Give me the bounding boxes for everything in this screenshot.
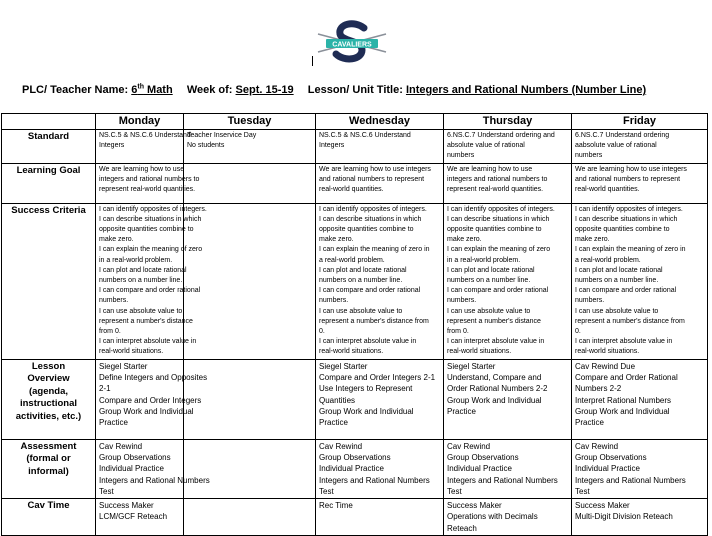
cell-line: Compare and Order Rational xyxy=(575,372,678,382)
cell-line: Define Integers and Opposites xyxy=(99,372,208,382)
cell-line: Individual Practice xyxy=(319,464,384,474)
cell-line: We are learning how to use integers xyxy=(575,165,687,173)
row-cav-time xyxy=(2,499,708,536)
day-header-thursday: Thursday xyxy=(444,114,572,130)
cell-line: I can plot and locate rational xyxy=(99,266,187,274)
cell-line: I can use absolute value to xyxy=(319,307,403,315)
cell-line: Numbers 2-2 xyxy=(575,384,622,394)
cell-standard-friday xyxy=(572,130,708,164)
cell-lesson-overview-monday xyxy=(96,359,208,439)
cell-line: I can describe situations in which xyxy=(575,215,678,223)
cell-line: We are learning how to use xyxy=(99,165,185,173)
cell-line: Rec Time xyxy=(319,501,353,511)
row-label-line: Standard xyxy=(27,131,70,142)
cell-line: real-world quantities. xyxy=(319,186,384,194)
cell-line: Quantities xyxy=(319,395,356,405)
subject: Math xyxy=(143,84,173,96)
cell-line: Practice xyxy=(575,418,604,428)
cell-line: Siegel Starter xyxy=(447,361,496,371)
cavaliers-logo-icon xyxy=(312,22,392,66)
cell-line: Group Work and Individual xyxy=(319,406,414,416)
cell-line: in a real-world problem. xyxy=(99,256,173,264)
cell-line: numbers on a number line. xyxy=(319,277,403,285)
cell-line: Success Maker xyxy=(99,501,154,511)
cell-line: Cav Rewind xyxy=(99,441,143,451)
cell-line: We are learning how to use integers xyxy=(319,165,431,173)
cell-line: Practice xyxy=(447,406,476,416)
cell-line: I can identify opposites of integers. xyxy=(447,205,555,213)
cell-line: Individual Practice xyxy=(99,464,164,474)
cell-assessment-friday xyxy=(572,439,708,498)
cell-line: I can compare and order rational xyxy=(575,287,677,295)
cell-line: Success Maker xyxy=(447,501,502,511)
cell-line: make zero. xyxy=(99,236,134,244)
cell-line: I can describe situations in which xyxy=(319,215,422,223)
cell-line: Integers and Rational Numbers xyxy=(99,475,210,485)
cell-line: in a real-world problem. xyxy=(447,256,521,264)
cell-line: I can use absolute value to xyxy=(575,307,659,315)
teacher-name xyxy=(131,84,172,96)
cell-line: represent a number's distance from xyxy=(575,317,685,325)
day-header-friday: Friday xyxy=(572,114,708,130)
cell-line: Teacher Inservice Day xyxy=(187,132,257,139)
cell-line: I can interpret absolute value in xyxy=(319,338,417,346)
week-value: Sept. 15-19 xyxy=(235,84,294,96)
cell-line: and rational numbers to represent xyxy=(319,175,425,183)
cell-line: I can compare and order rational xyxy=(99,287,201,295)
cell-learning-goal-thursday xyxy=(444,163,572,203)
row-lesson-overview xyxy=(2,359,708,439)
cell-line: real-world quantities. xyxy=(575,186,640,194)
row-label-line: informal) xyxy=(28,465,69,477)
row-label-line: (formal or xyxy=(26,453,71,465)
school-logo xyxy=(312,22,392,66)
row-label-standard xyxy=(2,130,96,164)
cell-line: Cav Rewind xyxy=(319,441,363,451)
cell-line: absolute value of rational xyxy=(447,142,525,150)
cell-line: I can explain the meaning of zero in xyxy=(575,246,686,254)
cell-cav-time-tuesday xyxy=(184,499,316,536)
cell-line: Use Integers to Represent xyxy=(319,384,413,394)
cell-line: Cav Rewind Due xyxy=(575,361,636,371)
row-label-line: Lesson xyxy=(31,360,66,372)
cell-line: Siegel Starter xyxy=(319,361,368,371)
row-label-lesson-overview xyxy=(2,359,96,439)
cell-line: make zero. xyxy=(319,236,354,244)
row-label-line: (agenda, xyxy=(28,385,69,397)
cell-line: 0. xyxy=(575,328,581,336)
cell-cav-time-thursday xyxy=(444,499,572,536)
cell-line: represent a number's distance from xyxy=(319,317,429,325)
row-label-line: Success Criteria xyxy=(11,204,86,216)
cell-line: Group Observations xyxy=(575,452,647,462)
cell-line: opposite quantities combine to xyxy=(447,226,542,234)
cell-line: Individual Practice xyxy=(447,464,512,474)
cell-learning-goal-friday xyxy=(572,163,708,203)
cell-line: 0. xyxy=(319,328,325,336)
cell-line: aabsolute value of rational xyxy=(575,142,657,150)
week-label: Week of: xyxy=(186,84,233,96)
cell-line: I can plot and locate rational xyxy=(575,266,663,274)
cell-standard-monday xyxy=(96,130,191,164)
cell-assessment-wednesday xyxy=(316,439,444,498)
cell-standard-wednesday xyxy=(316,130,444,164)
cell-line: 6.NS.C.7 Understand ordering and xyxy=(447,132,555,139)
cell-line: numbers xyxy=(447,152,475,160)
cell-line: I can interpret absolute value in xyxy=(99,338,197,346)
cell-line: I can compare and order rational xyxy=(319,287,421,295)
cell-line: Success Maker xyxy=(575,501,630,511)
grade-suffix: th xyxy=(137,83,144,91)
cell-line: real-world situations. xyxy=(447,348,512,356)
plc-label: PLC/ Teacher Name: xyxy=(22,84,129,96)
row-label-line: Overview xyxy=(27,373,70,385)
cell-line: We are learning how to use xyxy=(447,165,533,173)
cell-success-criteria-wednesday xyxy=(316,203,444,359)
cell-success-criteria-friday xyxy=(572,203,708,359)
cell-cav-time-wednesday xyxy=(316,499,444,536)
unit-label: Lesson/ Unit Title: xyxy=(307,84,403,96)
cell-line: a real-world problem. xyxy=(575,256,641,264)
cell-line: I can identify opposites of integers. xyxy=(575,205,683,213)
cell-lesson-overview-friday xyxy=(572,359,708,439)
row-label-line: Assessment xyxy=(20,440,77,452)
cell-line: from 0. xyxy=(447,328,469,336)
cell-line: Reteach xyxy=(447,523,477,533)
row-label-line: instructional xyxy=(19,398,77,410)
grade-number: 6 xyxy=(131,84,138,96)
cell-line: numbers. xyxy=(575,297,605,305)
cell-line: Practice xyxy=(319,418,348,428)
cell-line: numbers. xyxy=(99,297,129,305)
cell-line: I can describe situations in which xyxy=(447,215,550,223)
cell-line: NS.C.5 & NS.C.6 Understand xyxy=(99,132,191,139)
cell-line: 2-1 xyxy=(99,384,111,394)
day-header-row xyxy=(2,114,708,130)
cell-line: numbers on a number line. xyxy=(447,277,531,285)
cell-line: opposite quantities combine to xyxy=(319,226,414,234)
cell-line: Individual Practice xyxy=(575,464,640,474)
cell-line: represent a number's distance xyxy=(99,317,193,325)
cell-line: opposite quantities combine to xyxy=(575,226,670,234)
cell-line: Operations with Decimals xyxy=(447,512,538,522)
text-cursor xyxy=(312,56,313,66)
cell-line: Understand, Compare and xyxy=(447,372,542,382)
cell-standard-tuesday xyxy=(184,130,316,164)
logo-text: CAVALIERS xyxy=(332,41,372,49)
cell-line: Test xyxy=(575,486,590,496)
row-label-cav-time xyxy=(2,499,96,536)
cell-line: I can identify opposites of integers. xyxy=(99,205,207,213)
cell-line: real-world situations. xyxy=(99,348,164,356)
cell-line: numbers xyxy=(575,152,603,160)
cell-line: NS.C.5 & NS.C.6 Understand xyxy=(319,132,411,139)
cell-line: Integers and Rational Numbers xyxy=(319,475,430,485)
cell-line: I can use absolute value to xyxy=(447,307,531,315)
row-label-line: Learning Goal xyxy=(16,164,81,176)
cell-cav-time-friday xyxy=(572,499,708,536)
cell-line: LCM/GCF Reteach xyxy=(99,512,168,522)
cell-line: a real-world problem. xyxy=(319,256,385,264)
day-header-wednesday: Wednesday xyxy=(316,114,444,130)
cell-line: I can describe situations in which xyxy=(99,215,202,223)
unit-title: Integers and Rational Numbers (Number Line) xyxy=(405,84,647,96)
cell-line: I can explain the meaning of zero xyxy=(99,246,203,254)
row-label-line: Cav Time xyxy=(27,500,70,512)
cell-assessment-tuesday xyxy=(184,439,316,498)
cell-line: Integers xyxy=(99,142,125,150)
cell-learning-goal-tuesday xyxy=(184,163,316,203)
cell-line: numbers. xyxy=(447,297,477,305)
cell-lesson-overview-thursday xyxy=(444,359,572,439)
weekly-plan-table xyxy=(1,113,708,536)
cell-line: Practice xyxy=(99,418,128,428)
cell-line: numbers. xyxy=(319,297,349,305)
cell-line: Group Work and Individual xyxy=(99,406,194,416)
cell-line: real-world situations. xyxy=(575,348,640,356)
cell-line: Compare and Order Integers xyxy=(99,395,202,405)
corner-cell xyxy=(2,114,96,130)
cell-success-criteria-tuesday xyxy=(184,203,316,359)
cell-success-criteria-monday xyxy=(96,203,207,359)
cell-cav-time-monday xyxy=(96,499,184,536)
cell-line: Cav Rewind xyxy=(575,441,619,451)
row-learning-goal xyxy=(2,163,708,203)
cell-line: Integers xyxy=(319,142,345,150)
cell-line: Test xyxy=(319,486,334,496)
cell-line: Cav Rewind xyxy=(447,441,491,451)
row-label-assessment xyxy=(2,439,96,498)
cell-line: Group Work and Individual xyxy=(447,395,542,405)
cell-line: I can explain the meaning of zero in xyxy=(319,246,430,254)
cell-line: numbers on a number line. xyxy=(575,277,659,285)
cell-line: I can use absolute value to xyxy=(99,307,183,315)
cell-line: I can plot and locate rational xyxy=(447,266,535,274)
cell-line: Integers and Rational Numbers xyxy=(447,475,558,485)
cell-assessment-thursday xyxy=(444,439,572,498)
row-label-line: activities, etc.) xyxy=(15,410,82,422)
cell-line: I can plot and locate rational xyxy=(319,266,407,274)
day-header-tuesday: Tuesday xyxy=(184,114,316,130)
cell-line: Multi-Digit Division Reteach xyxy=(575,512,673,522)
cell-line: No students xyxy=(187,142,225,150)
row-label-learning-goal xyxy=(2,163,96,203)
cell-line: integers and rational numbers to xyxy=(99,175,200,183)
cell-line: I can identify opposites of integers. xyxy=(319,205,427,213)
cell-line: Group Observations xyxy=(99,452,171,462)
cell-line: Interpret Rational Numbers xyxy=(575,395,672,405)
cell-learning-goal-wednesday xyxy=(316,163,444,203)
cell-line: Compare and Order Integers 2-1 xyxy=(319,372,436,382)
cell-line: make zero. xyxy=(575,236,610,244)
cell-line: Group Observations xyxy=(447,452,519,462)
row-assessment xyxy=(2,439,708,498)
cell-line: I can explain the meaning of zero xyxy=(447,246,551,254)
cell-line: Group Work and Individual xyxy=(575,406,670,416)
cell-line: represent real-world quantities. xyxy=(447,186,544,194)
cell-line: integers and rational numbers to xyxy=(447,175,548,183)
cell-lesson-overview-wednesday xyxy=(316,359,444,439)
cell-line: real-world situations. xyxy=(319,348,384,356)
row-success-criteria xyxy=(2,203,708,359)
cell-line: opposite quantities combine to xyxy=(99,226,194,234)
cell-assessment-monday xyxy=(96,439,210,498)
cell-line: from 0. xyxy=(99,328,121,336)
cell-line: numbers on a number line. xyxy=(99,277,183,285)
cell-line: and rational numbers to represent xyxy=(575,175,681,183)
cell-line: I can interpret absolute value in xyxy=(575,338,673,346)
plan-title-line xyxy=(22,83,712,97)
row-label-success-criteria xyxy=(2,203,96,359)
cell-success-criteria-thursday xyxy=(444,203,572,359)
cell-line: make zero. xyxy=(447,236,482,244)
cell-line: I can compare and order rational xyxy=(447,287,549,295)
cell-standard-thursday xyxy=(444,130,572,164)
cell-line: Test xyxy=(447,486,462,496)
cell-line: represent real-world quantities. xyxy=(99,186,196,194)
cell-learning-goal-monday xyxy=(96,163,200,203)
cell-line: 6.NS.C.7 Understand ordering xyxy=(575,132,670,139)
cell-line: Integers and Rational Numbers xyxy=(575,475,686,485)
day-header-monday: Monday xyxy=(96,114,184,130)
cell-line: Order Rational Numbers 2-2 xyxy=(447,384,548,394)
cell-lesson-overview-tuesday xyxy=(184,359,316,439)
cell-line: Group Observations xyxy=(319,452,391,462)
cell-line: I can interpret absolute value in xyxy=(447,338,545,346)
cell-line: Test xyxy=(99,486,114,496)
row-standard xyxy=(2,130,708,164)
cell-line: represent a number's distance xyxy=(447,317,541,325)
cell-line: Siegel Starter xyxy=(99,361,148,371)
